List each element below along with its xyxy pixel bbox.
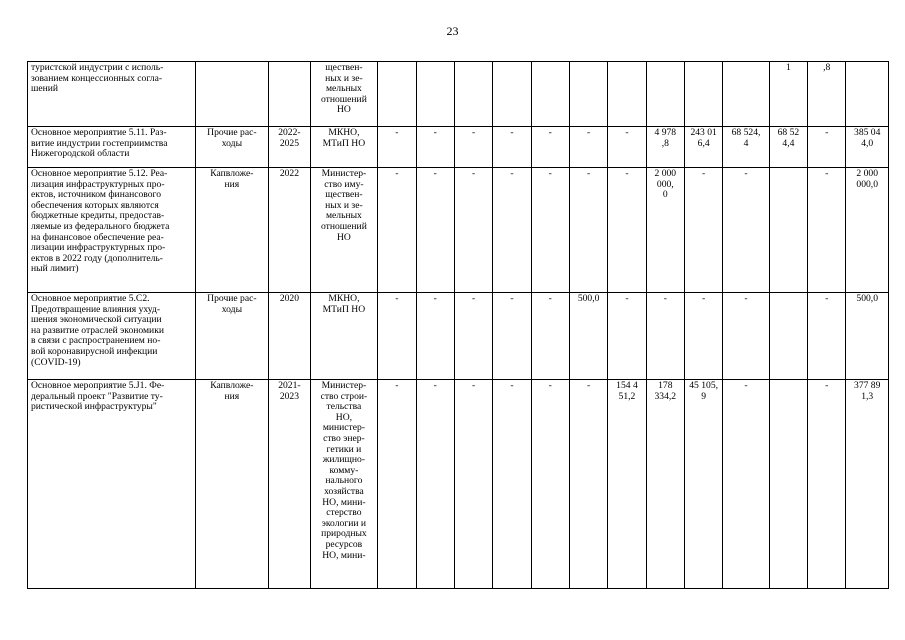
activity-name-cell: Основное мероприятие 5.12. Реа- лизация инфраструктурных про- ектов, источником финансового обеспечения которых являются бюджетные кредиты, предостав- ляемые из федерального бюджета на финансовое обеспечение реа- лизации инфраструктурных про- ектов в 2022 году (дополнитель- ный лимит) bbox=[28, 168, 196, 293]
table-body bbox=[28, 62, 889, 589]
table-row bbox=[28, 62, 889, 127]
value-cell: 243 01 6,4 bbox=[684, 127, 722, 168]
table-row bbox=[28, 127, 889, 168]
value-cell: - bbox=[378, 293, 416, 380]
value-cell bbox=[769, 380, 807, 589]
value-cell: 178 334,2 bbox=[646, 380, 684, 589]
value-cell bbox=[769, 168, 807, 293]
value-cell: - bbox=[569, 380, 607, 589]
value-cell: - bbox=[608, 127, 646, 168]
value-cell bbox=[769, 293, 807, 380]
value-cell bbox=[569, 62, 607, 127]
value-cell: 68 524, 4 bbox=[723, 127, 769, 168]
value-cell: - bbox=[416, 293, 454, 380]
value-cell: 377 89 1,3 bbox=[846, 380, 889, 589]
value-cell: - bbox=[808, 380, 846, 589]
value-cell bbox=[454, 62, 492, 127]
budget-table bbox=[27, 61, 889, 589]
activity-name-cell: Основное мероприятие 5.J1. Фе- деральный проект "Развитие ту- ристической инфраструктуры" bbox=[28, 380, 196, 589]
value-cell: 2 000 000,0 bbox=[846, 168, 889, 293]
value-cell: - bbox=[493, 380, 531, 589]
value-cell: - bbox=[723, 380, 769, 589]
value-cell bbox=[846, 62, 889, 127]
table-row bbox=[28, 380, 889, 589]
value-cell: 45 105, 9 bbox=[684, 380, 722, 589]
value-cell: - bbox=[608, 168, 646, 293]
expense-type-cell: Капвложе- ния bbox=[195, 168, 269, 293]
executor-cell: Министер- ство иму- ществен- ных и зе- мельных отношений НО bbox=[310, 168, 378, 293]
executor-cell: Министер- ство строи- тельства НО, министер- ство энер- гетики и жилищно- комму- нального хозяйства НО, мини- стерство экологии и природных ресурсов НО, мини- bbox=[310, 380, 378, 589]
value-cell bbox=[531, 62, 569, 127]
value-cell bbox=[684, 62, 722, 127]
value-cell: 1 bbox=[769, 62, 807, 127]
activity-name-cell: Основное мероприятие 5.С2. Предотвращение влияния ухуд- шения экономической ситуации на развитие отраслей экономики в связи с распространением но- вой коронавирусной инфекции (COVID-19) bbox=[28, 293, 196, 380]
value-cell: - bbox=[808, 293, 846, 380]
value-cell: - bbox=[493, 127, 531, 168]
page-number: 23 bbox=[446, 24, 459, 38]
value-cell: 385 04 4,0 bbox=[846, 127, 889, 168]
value-cell bbox=[646, 62, 684, 127]
value-cell: - bbox=[378, 168, 416, 293]
value-cell: - bbox=[808, 168, 846, 293]
value-cell: - bbox=[493, 168, 531, 293]
value-cell: - bbox=[569, 168, 607, 293]
value-cell: - bbox=[416, 168, 454, 293]
value-cell: - bbox=[684, 293, 722, 380]
period-cell: 2022- 2025 bbox=[269, 127, 310, 168]
value-cell: 154 4 51,2 bbox=[608, 380, 646, 589]
period-cell: 2020 bbox=[269, 293, 310, 380]
value-cell bbox=[416, 62, 454, 127]
activity-name-cell: Основное мероприятие 5.11. Раз- витие индустрии гостеприимства Нижегородской области bbox=[28, 127, 196, 168]
value-cell: - bbox=[531, 127, 569, 168]
value-cell: - bbox=[378, 127, 416, 168]
value-cell: - bbox=[646, 293, 684, 380]
value-cell: - bbox=[531, 293, 569, 380]
value-cell: - bbox=[531, 380, 569, 589]
value-cell: - bbox=[723, 293, 769, 380]
executor-cell: МКНО, МТиП НО bbox=[310, 293, 378, 380]
value-cell bbox=[493, 62, 531, 127]
activity-name-cell: туристской индустрии с исполь- зованием концессионных согла- шений bbox=[28, 62, 196, 127]
expense-type-cell: Капвложе- ния bbox=[195, 380, 269, 589]
value-cell: - bbox=[454, 293, 492, 380]
value-cell: - bbox=[723, 168, 769, 293]
value-cell: - bbox=[808, 127, 846, 168]
value-cell bbox=[378, 62, 416, 127]
value-cell: 4 978 ,8 bbox=[646, 127, 684, 168]
executor-cell: МКНО, МТиП НО bbox=[310, 127, 378, 168]
value-cell: 68 52 4,4 bbox=[769, 127, 807, 168]
value-cell: - bbox=[416, 380, 454, 589]
value-cell: - bbox=[454, 127, 492, 168]
value-cell: - bbox=[531, 168, 569, 293]
table-row bbox=[28, 168, 889, 293]
value-cell: 500,0 bbox=[569, 293, 607, 380]
expense-type-cell: Прочие рас- ходы bbox=[195, 127, 269, 168]
value-cell: - bbox=[569, 127, 607, 168]
table-row bbox=[28, 293, 889, 380]
value-cell: - bbox=[493, 293, 531, 380]
value-cell: - bbox=[608, 293, 646, 380]
period-cell bbox=[269, 62, 310, 127]
expense-type-cell: Прочие рас- ходы bbox=[195, 293, 269, 380]
value-cell: - bbox=[684, 168, 722, 293]
value-cell: - bbox=[416, 127, 454, 168]
value-cell: ,8 bbox=[808, 62, 846, 127]
value-cell bbox=[723, 62, 769, 127]
value-cell bbox=[608, 62, 646, 127]
value-cell: 500,0 bbox=[846, 293, 889, 380]
value-cell: - bbox=[454, 168, 492, 293]
period-cell: 2022 bbox=[269, 168, 310, 293]
period-cell: 2021- 2023 bbox=[269, 380, 310, 589]
value-cell: - bbox=[454, 380, 492, 589]
value-cell: - bbox=[378, 380, 416, 589]
expense-type-cell bbox=[195, 62, 269, 127]
value-cell: 2 000 000, 0 bbox=[646, 168, 684, 293]
executor-cell: ществен- ных и зе- мельных отношений НО bbox=[310, 62, 378, 127]
